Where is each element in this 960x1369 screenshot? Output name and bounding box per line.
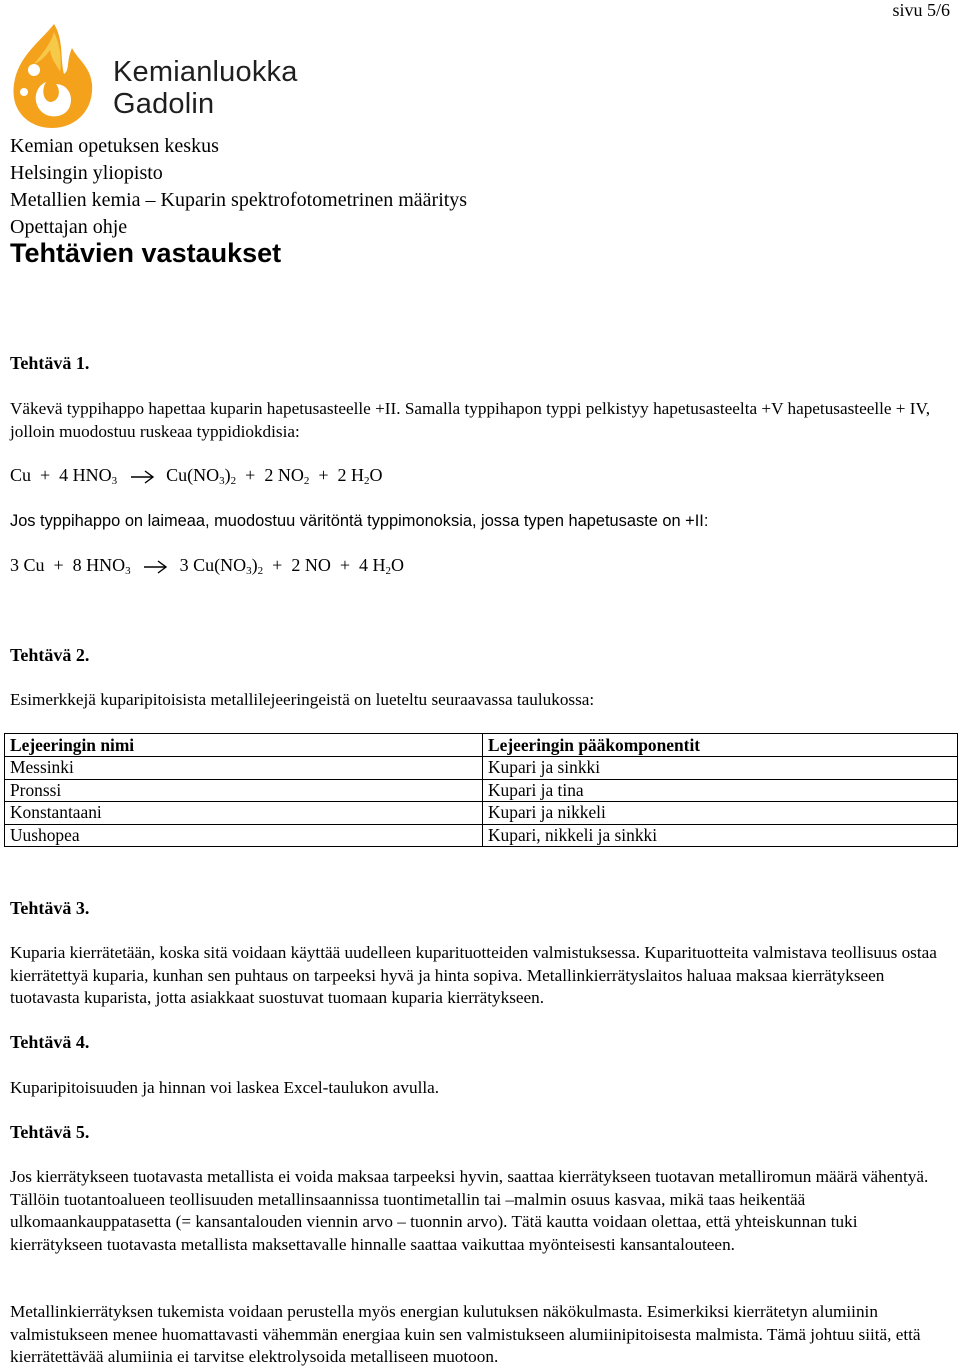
- task1-text1: Väkevä typpihappo hapettaa kuparin hapetusasteelle +II. Samalla typpihapon typpi pelkistyy hapetusasteelta +V hapetusasteelle + IV, jolloin muodostuu ruskeaa typpidiokdisia:: [10, 399, 931, 441]
- task1-text2: Jos typpihappo on laimeaa, muodostuu väritöntä typpimonoksia, jossa typen hapetusaste on +II:: [10, 512, 709, 530]
- header-line-1: Kemian opetuksen keskus: [10, 135, 219, 157]
- eq1-hno: 4 HNO: [59, 465, 112, 485]
- reaction-arrow-icon: [143, 560, 169, 574]
- table-cell: Kupari ja sinkki: [483, 757, 958, 780]
- page-title: Tehtävien vastaukset: [10, 238, 282, 268]
- table-cell: Messinki: [5, 757, 483, 780]
- table-header-components: Lejeeringin pääkomponentit: [483, 734, 958, 757]
- table-row: [5, 757, 958, 780]
- table-row: [5, 779, 958, 802]
- equation-2: 3 Cu + 8 $HNO_3$ 3 $Cu(NO_3)_2 + 2$ NO + 4 $H_2O$: [10, 555, 404, 577]
- table-cell: Kupari, nikkeli ja sinkki: [483, 824, 958, 847]
- table-row: [5, 824, 958, 847]
- task3-heading: Tehtävä 3.: [10, 898, 90, 918]
- table-cell: Pronssi: [5, 779, 483, 802]
- alloy-table: [4, 733, 958, 847]
- task4-text: Kuparipitoisuuden ja hinnan voi laskea Excel-taulukon avulla.: [10, 1078, 440, 1097]
- task5-heading: Tehtävä 5.: [10, 1122, 90, 1142]
- table-cell: Kupari ja tina: [483, 779, 958, 802]
- task3-text: Kuparia kierrätetään, koska sitä voidaan käyttää uudelleen kuparituotteiden valmistuksessa. Kuparituotteita valmistava teollisuus ostaa kierrätettyä kuparia, kunhan sen puhtaus on tarpeeksi hyvä ja hinta sopiva. Metallinkierrätyslaitos haluaa maksaa kierrätykseen tuotavasta kuparista, jotta asiakkaat suostuvat tuomaan kuparia kierrätykseen.: [10, 943, 937, 1007]
- table-cell: Konstantaani: [5, 802, 483, 825]
- header-line-3: Metallien kemia – Kuparin spektrofotometrinen määritys: [10, 189, 468, 211]
- brand-name: [113, 56, 298, 120]
- eq1-cu: Cu: [10, 465, 32, 485]
- reaction-arrow-icon: [130, 470, 156, 484]
- table-header-name: Lejeeringin nimi: [5, 734, 483, 757]
- task5-text2: Metallinkierrätyksen tukemista voidaan perustella myös energian kulutuksen näkökulmasta. Esimerkiksi kierrätetyn alumiinin valmistukseen menee huomattavasti vähemmän energiaa kuin sen valmistukseen alumiinipitoisesta malmista. Tämä johtuu siitä, että kierrätettävää alumiinia ei tarvitse elektrolysoida metalliseen muotoon.: [10, 1302, 921, 1366]
- task2-intro: Esimerkkejä kuparipitoisista metallilejeeringeistä on lueteltu seuraavassa taulukossa:: [10, 690, 595, 709]
- task2-heading: Tehtävä 2.: [10, 645, 90, 665]
- brand-line-2: Gadolin: [113, 88, 215, 120]
- gadolin-flame-logo-icon: [10, 22, 94, 130]
- table-cell: Kupari ja nikkeli: [483, 802, 958, 825]
- header-line-2: Helsingin yliopisto: [10, 162, 163, 184]
- table-cell: Uushopea: [5, 824, 483, 847]
- table-row: [5, 802, 958, 825]
- task4-heading: Tehtävä 4.: [10, 1032, 90, 1052]
- brand-line-1: Kemianluokka: [113, 56, 298, 88]
- task1-heading: Tehtävä 1.: [10, 353, 90, 373]
- table-header-row: [5, 734, 958, 757]
- task5-text1: Jos kierrätykseen tuotavasta metallista ei voida maksaa tarpeeksi hyvin, saattaa kierrätykseen tuotavan metalliromun määrä vähentyä. Tällöin tuotantoalueen teollisuuden metallinsaannissa tuontimetallin tai –malmin osuus kasvaa, mikä taas heikentää ulkomaankauppatasetta (= kansantalouden viennin arvo – tuonnin arvo). Tätä kautta voidaan olettaa, että yhteiskunnan tuki kierrätykseen tuotavasta metallista maksettavalle hinnalle saattaa vaikuttaa myönteisesti kansantalouteen.: [10, 1167, 929, 1254]
- equation-1: Cu + 4 $HNO_3$ $Cu(NO_3)_2 + 2$ $NO_2 + 2$ $H_2O$: [10, 465, 383, 487]
- page-number: sivu 5/6: [892, 0, 950, 20]
- header-line-4: Opettajan ohje: [10, 216, 128, 238]
